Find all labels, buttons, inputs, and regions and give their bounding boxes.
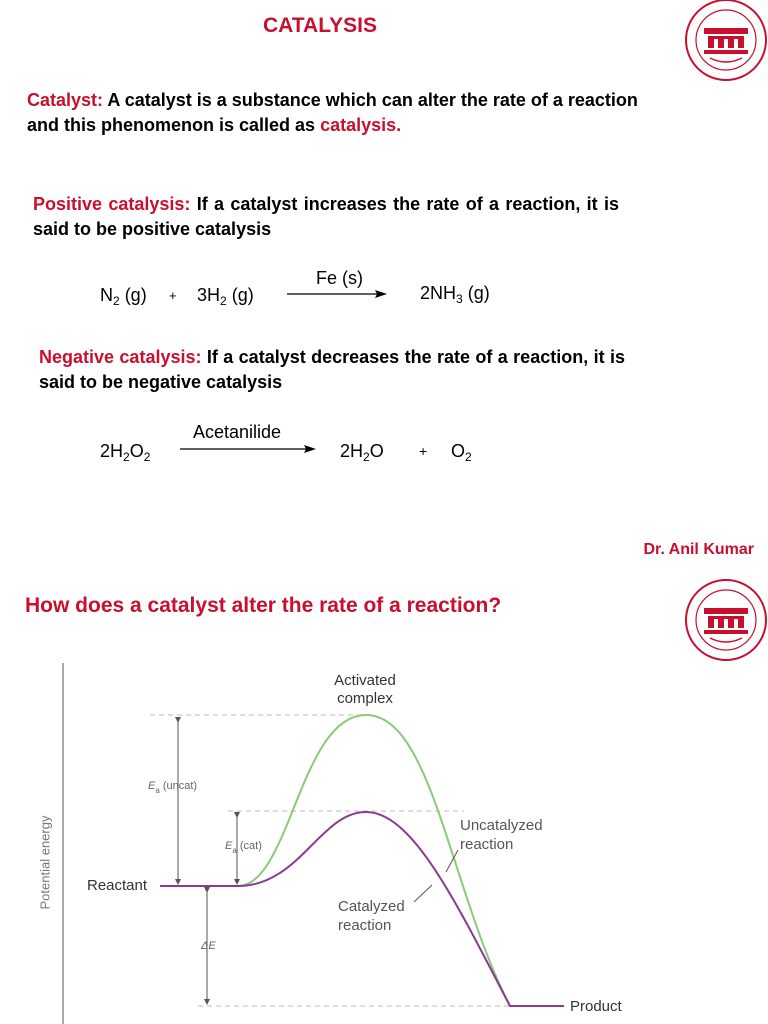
- negative-text: If a catalyst decreases the rate of a reaction, it is said to be negative catalysis: [39, 347, 625, 392]
- energy-diagram: [0, 655, 768, 1024]
- negative-term: Negative catalysis:: [39, 347, 202, 367]
- activated-complex-label: Activated complex: [334, 672, 396, 707]
- y-axis-label: Potential energy: [37, 815, 53, 910]
- eq2-arrow-icon: [180, 443, 316, 455]
- catalyst-text: A catalyst is a substance which can alter the rate of a reaction and this phenomenon is called as: [27, 90, 638, 135]
- eq2-catalyst: Acetanilide: [193, 422, 282, 442]
- ea-cat-label: $E_a$ (cat): [225, 840, 262, 855]
- negative-catalysis-definition: [39, 345, 625, 395]
- eq2-product-h2o: $2H_2O$: [340, 441, 384, 464]
- eq1-product-nh3: $2NH_3$ (g): [420, 283, 490, 306]
- positive-text: If a catalyst increases the rate of a reaction, it is said to be positive catalysis: [33, 194, 619, 239]
- question-heading: How does a catalyst alter the rate of a reaction?: [25, 594, 502, 617]
- eq2-plus: +: [419, 443, 428, 459]
- university-seal-icon: [684, 0, 768, 82]
- product-label: Product: [570, 998, 622, 1015]
- eq1-reactant-h2: $3H_2$ (g): [197, 285, 254, 308]
- eq1-catalyst: Fe (s): [316, 268, 363, 288]
- author-name: Dr. Anil Kumar: [643, 541, 754, 558]
- catalyst-definition: [27, 88, 667, 138]
- catalysis-term: catalysis.: [320, 115, 402, 135]
- eq1-plus: +: [169, 288, 177, 303]
- page-title: CATALYSIS: [263, 14, 377, 37]
- positive-catalysis-definition: [33, 192, 619, 242]
- catalyzed-label: Catalyzed reaction: [338, 898, 405, 934]
- ea-uncat-label: $E_a$ (uncat): [148, 780, 198, 795]
- y-axis-label-wrap: [24, 810, 64, 920]
- university-seal-icon: [684, 578, 768, 662]
- delta-e-label: ΔE: [201, 940, 216, 952]
- eq2-product-o2: $O_2$: [451, 441, 472, 464]
- catalyst-term: Catalyst:: [27, 90, 104, 110]
- reactant-label: Reactant: [87, 877, 148, 894]
- eq1-arrow-icon: [287, 288, 387, 300]
- cat-leader: [414, 885, 432, 902]
- positive-term: Positive catalysis:: [33, 194, 191, 214]
- eq1-reactant-n2: $N_2$ (g): [100, 285, 147, 308]
- uncatalyzed-label: Uncatalyzed reaction: [460, 817, 543, 853]
- eq2-reactant-h2o2: $2H_2O_2$: [100, 441, 151, 464]
- uncatalyzed-curve: [238, 715, 510, 1006]
